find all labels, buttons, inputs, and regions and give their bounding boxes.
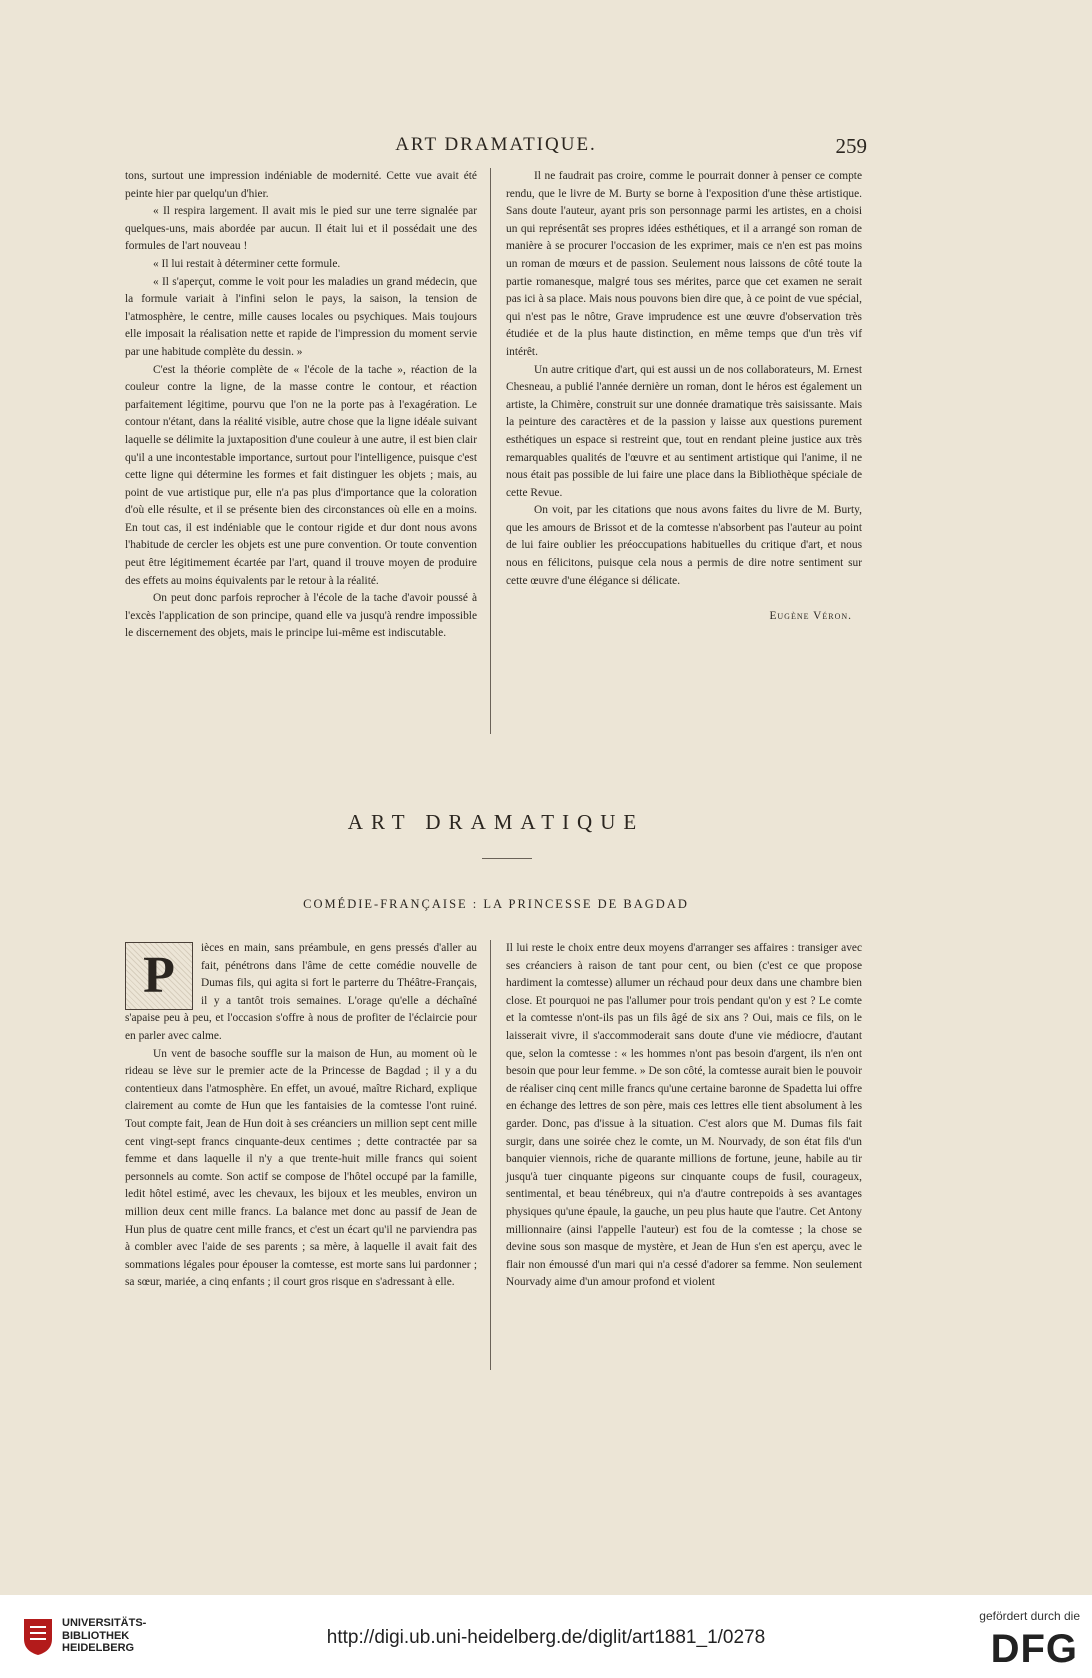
running-head — [125, 134, 867, 156]
page-number: 259 — [835, 134, 867, 158]
paragraph: « Il respira largement. Il avait mis le pied sur une terre signalée par quelques-uns, mais abordée par aucun. Il était lui et il possédait une des formules de l'art nouveau ! — [125, 205, 477, 253]
paragraph: « Il lui restait à déterminer cette formule. — [153, 257, 341, 270]
dfg-logo: DFG — [990, 1627, 1078, 1671]
section-subtitle: COMÉDIE-FRANÇAISE : LA PRINCESSE DE BAGDAD — [303, 897, 689, 911]
library-name-line: HEIDELBERG — [62, 1642, 135, 1654]
top-right-column — [506, 168, 862, 626]
paragraph: C'est la théorie complète de « l'école de la tache », réaction de la couleur contre la ligne, de la masse contre le contour, et réaction parfaitement légitime, pourvu que l'on ne la porte pas à l'exagération. Le contour n'étant, dans la réalité visible, autre chose que la ligne idéale suivant laquelle se délimite la juxtaposition d'une couleur à une autre, il est bien clair qu'il a une incontestable importance, surtout pour l'intelligence, puisque c'est cette ligne qui détermine les formes et fait distinguer les objets ; mais, au point de vue artistique pur, elle n'a pas plus d'importance que la coloration d'où elle résulte, et il se présente bien des circonstances où elle en a moins. En tout cas, il est indéniable que le contour rigide et dur dont nous avons l'habitude de cercler les objets est une pure convention. Or toute convention peut être légitimement écartée par l'art, quand il trouve moyen de produire des effets au moins équivalents par le retour à la réalité. — [125, 363, 477, 587]
bottom-right-column — [506, 940, 862, 1292]
bottom-left-column — [125, 940, 477, 1292]
opening-paragraph — [125, 940, 477, 1046]
top-left-column — [125, 168, 477, 643]
running-head-title: ART DRAMATIQUE. — [395, 134, 597, 155]
permalink-link[interactable]: http://digi.ub.uni-heidelberg.de/diglit/art1881_1/0278 — [326, 1627, 766, 1648]
paragraph: On voit, par les citations que nous avons faites du livre de M. Burty, que les amours de Brissot et de la comtesse n'absorbent pas l'auteur au point de lui faire oublier les préoccupations habituelles du critique d'art, et nous nous en félicitons, puisque cela nous a permis de dire notre sentiment sur cette œuvre d'une élégance si délicate. — [506, 504, 862, 587]
funding-caption: gefördert durch die — [979, 1609, 1080, 1623]
paragraph: On peut donc parfois reprocher à l'école de la tache d'avoir poussé à l'excès l'application de son principe, quand elle va jusqu'à rendre impossible le discernement des objets, mais le principe lui-même est indiscutable. — [125, 592, 477, 640]
permalink — [0, 1627, 1092, 1649]
paragraph: Il lui reste le choix entre deux moyens d'arranger ses affaires : transiger avec ses créanciers à raison de tant pour cent, ou bien (c'est ce que propose hardiment la comtesse) allumer un réchaud pour deux dans une chambre bien close. Et pourquoi ne pas l'allumer pour trois pendant qu'on y est ? Le comte et la comtesse n'ont-ils pas un fils âgé de six ans ? Oui, mais ce fils, on le laisserait vivre, il s'accommoderait sans doute d'une vie médiocre, d'autant que, selon la comtesse : « les hommes n'ont pas besoin d'argent, ils n'en ont besoin que pour leur femme. » De son côté, la comtesse aurait bien le pouvoir de réaliser cinq cent mille francs qu'une certaine baronne de Spadetta lui offre en échange des lettres de son père, mais ces lettres elle tient absolument à les garder. Donc, pas d'issue à la situation. C'est alors que M. Dumas fils fait surgir, dans une soirée chez le comte, un M. Nourvady, de son état fils d'un banquier viennois, riche de quarante millions de fortune, jeune, habile au tir jusqu'à tuer cinquante pigeons sur cinquante coups de fusil, courageux, sentimental, et beau ténébreux, qui n'a d'autre contrepoids à ses avantages physiques qu'une épaule, la gauche, un peu plus haute que l'autre. Cet Antony millionnaire (ainsi l'appelle l'auteur) est fou de la comtesse ; la chose se devine sous son masque de mystère, et Jean de Hun s'en est aperçu, avec le flair non émoussé d'un mari qui n'a cessé d'adorer sa femme. Non seulement Nourvady aime d'un amour profond et violent — [506, 942, 862, 1289]
library-name-line: BIBLIOTHEK — [62, 1629, 130, 1642]
column-rule — [490, 168, 491, 734]
section-title: ART DRAMATIQUE — [347, 810, 645, 834]
paragraph: Un autre critique d'art, qui est aussi un de nos collaborateurs, M. Ernest Chesneau, a publié l'année dernière un roman, dont le héros est également un artiste, la Chimère, construit sur une donnée dramatique très saisissante. Mais la peinture des caractères et de la passion y laisse aux questions purement esthétiques un espace si restreint que, tout en rendant pleine justice aux très remarquables qualités de l'œuvre et au sentiment artistique qui l'anime, il ne nous était pas possible de lui faire une place dans la Bibliothèque spéciale de cette Revue. — [506, 363, 862, 499]
paragraph: Un vent de basoche souffle sur la maison de Hun, au moment où le rideau se lève sur le premier acte de la Princesse de Bagdad ; il y a du contentieux dans l'atmosphère. En effet, un avoué, maître Richard, explique clairement au comte de Hun que les fantaisies de la comtesse l'ont ruiné. Tout compte fait, Jean de Hun doit à ses créanciers un million sept cent mille cent vingt-sept francs cinquante-deux centimes ; dette contractée par sa femme et dans laquelle il n'y a que trente-huit mille francs qui soient personnels au comte. Son actif se compose de l'hôtel occupé par la famille, ledit hôtel estimé, avec les chevaux, les bijoux et les meubles, environ un million deux cent mille francs. La balance met donc au passif de Jean de Hun plus de quatre cent mille francs, et c'est un écart qu'il ne parviendra pas à combler avec l'aide de ses parents ; sa mère, à laquelle il avait fait des sommations légales pour épouser la comtesse, est morte sans lui pardonner ; sa sœur, mariée, a cinq enfants ; il court gros risque en s'adressant à elle. — [125, 1047, 477, 1289]
column-rule — [490, 940, 491, 1370]
paragraph: tons, surtout une impression indéniable de modernité. Cette vue avait été peinte hier par quelqu'un d'hier. — [125, 170, 477, 200]
opening-text: ièces en main, sans préambule, en gens pressés d'aller au fait, pénétrons dans l'âme de cette comédie nouvelle de Dumas fils, qui agita si fort le parterre du Théâtre-Français, il y a tantôt trois semaines. L'orage qu'elle a déchaîné s'apaise peu à peu, et l'occasion s'offre à nous de profiter de l'éclaircie pour en parler avec calme. — [125, 942, 477, 1042]
paragraph: « Il s'aperçut, comme le voit pour les maladies un grand médecin, que la formule variait à l'infini selon le pays, la saison, la tension de l'atmosphère, le centre, mille causes locales ou psychiques. Mais toujours elle imposait la réalisation nette et rapide de l'impression du moment servie par une habitude complète du dessin. » — [125, 275, 477, 358]
drop-cap-ornament: P — [125, 942, 193, 1010]
viewer-footer — [0, 1595, 1092, 1678]
library-name-line: UNIVERSITÄTS- — [62, 1617, 147, 1629]
title-rule — [482, 858, 532, 859]
signature: Eugène Véron. — [769, 610, 852, 623]
paragraph: Il ne faudrait pas croire, comme le pourrait donner à penser ce compte rendu, que le livre de M. Burty se borne à l'exposition d'une thèse artistique. Sans doute l'auteur, ayant pris son personnage parmi les artistes, en a choisi un qui représentât ses propres idées esthétiques, et il a arrangé son roman de manière à se procurer l'occasion de les exprimer, mais ce n'en est pas moins un roman de mœurs et de passion. Seulement nous laissons de côté toute la partie romanesque, malgré tous ses mérites, parce que cet examen ne serait pas ici à sa place. Mais nous pouvons bien dire que, à ce point de vue spécial, qui n'est pas le nôtre, Grave imprudence est une œuvre d'observation très étudiée et de la plus haute distinction, en même temps que d'un très vif intérêt. — [506, 170, 862, 358]
